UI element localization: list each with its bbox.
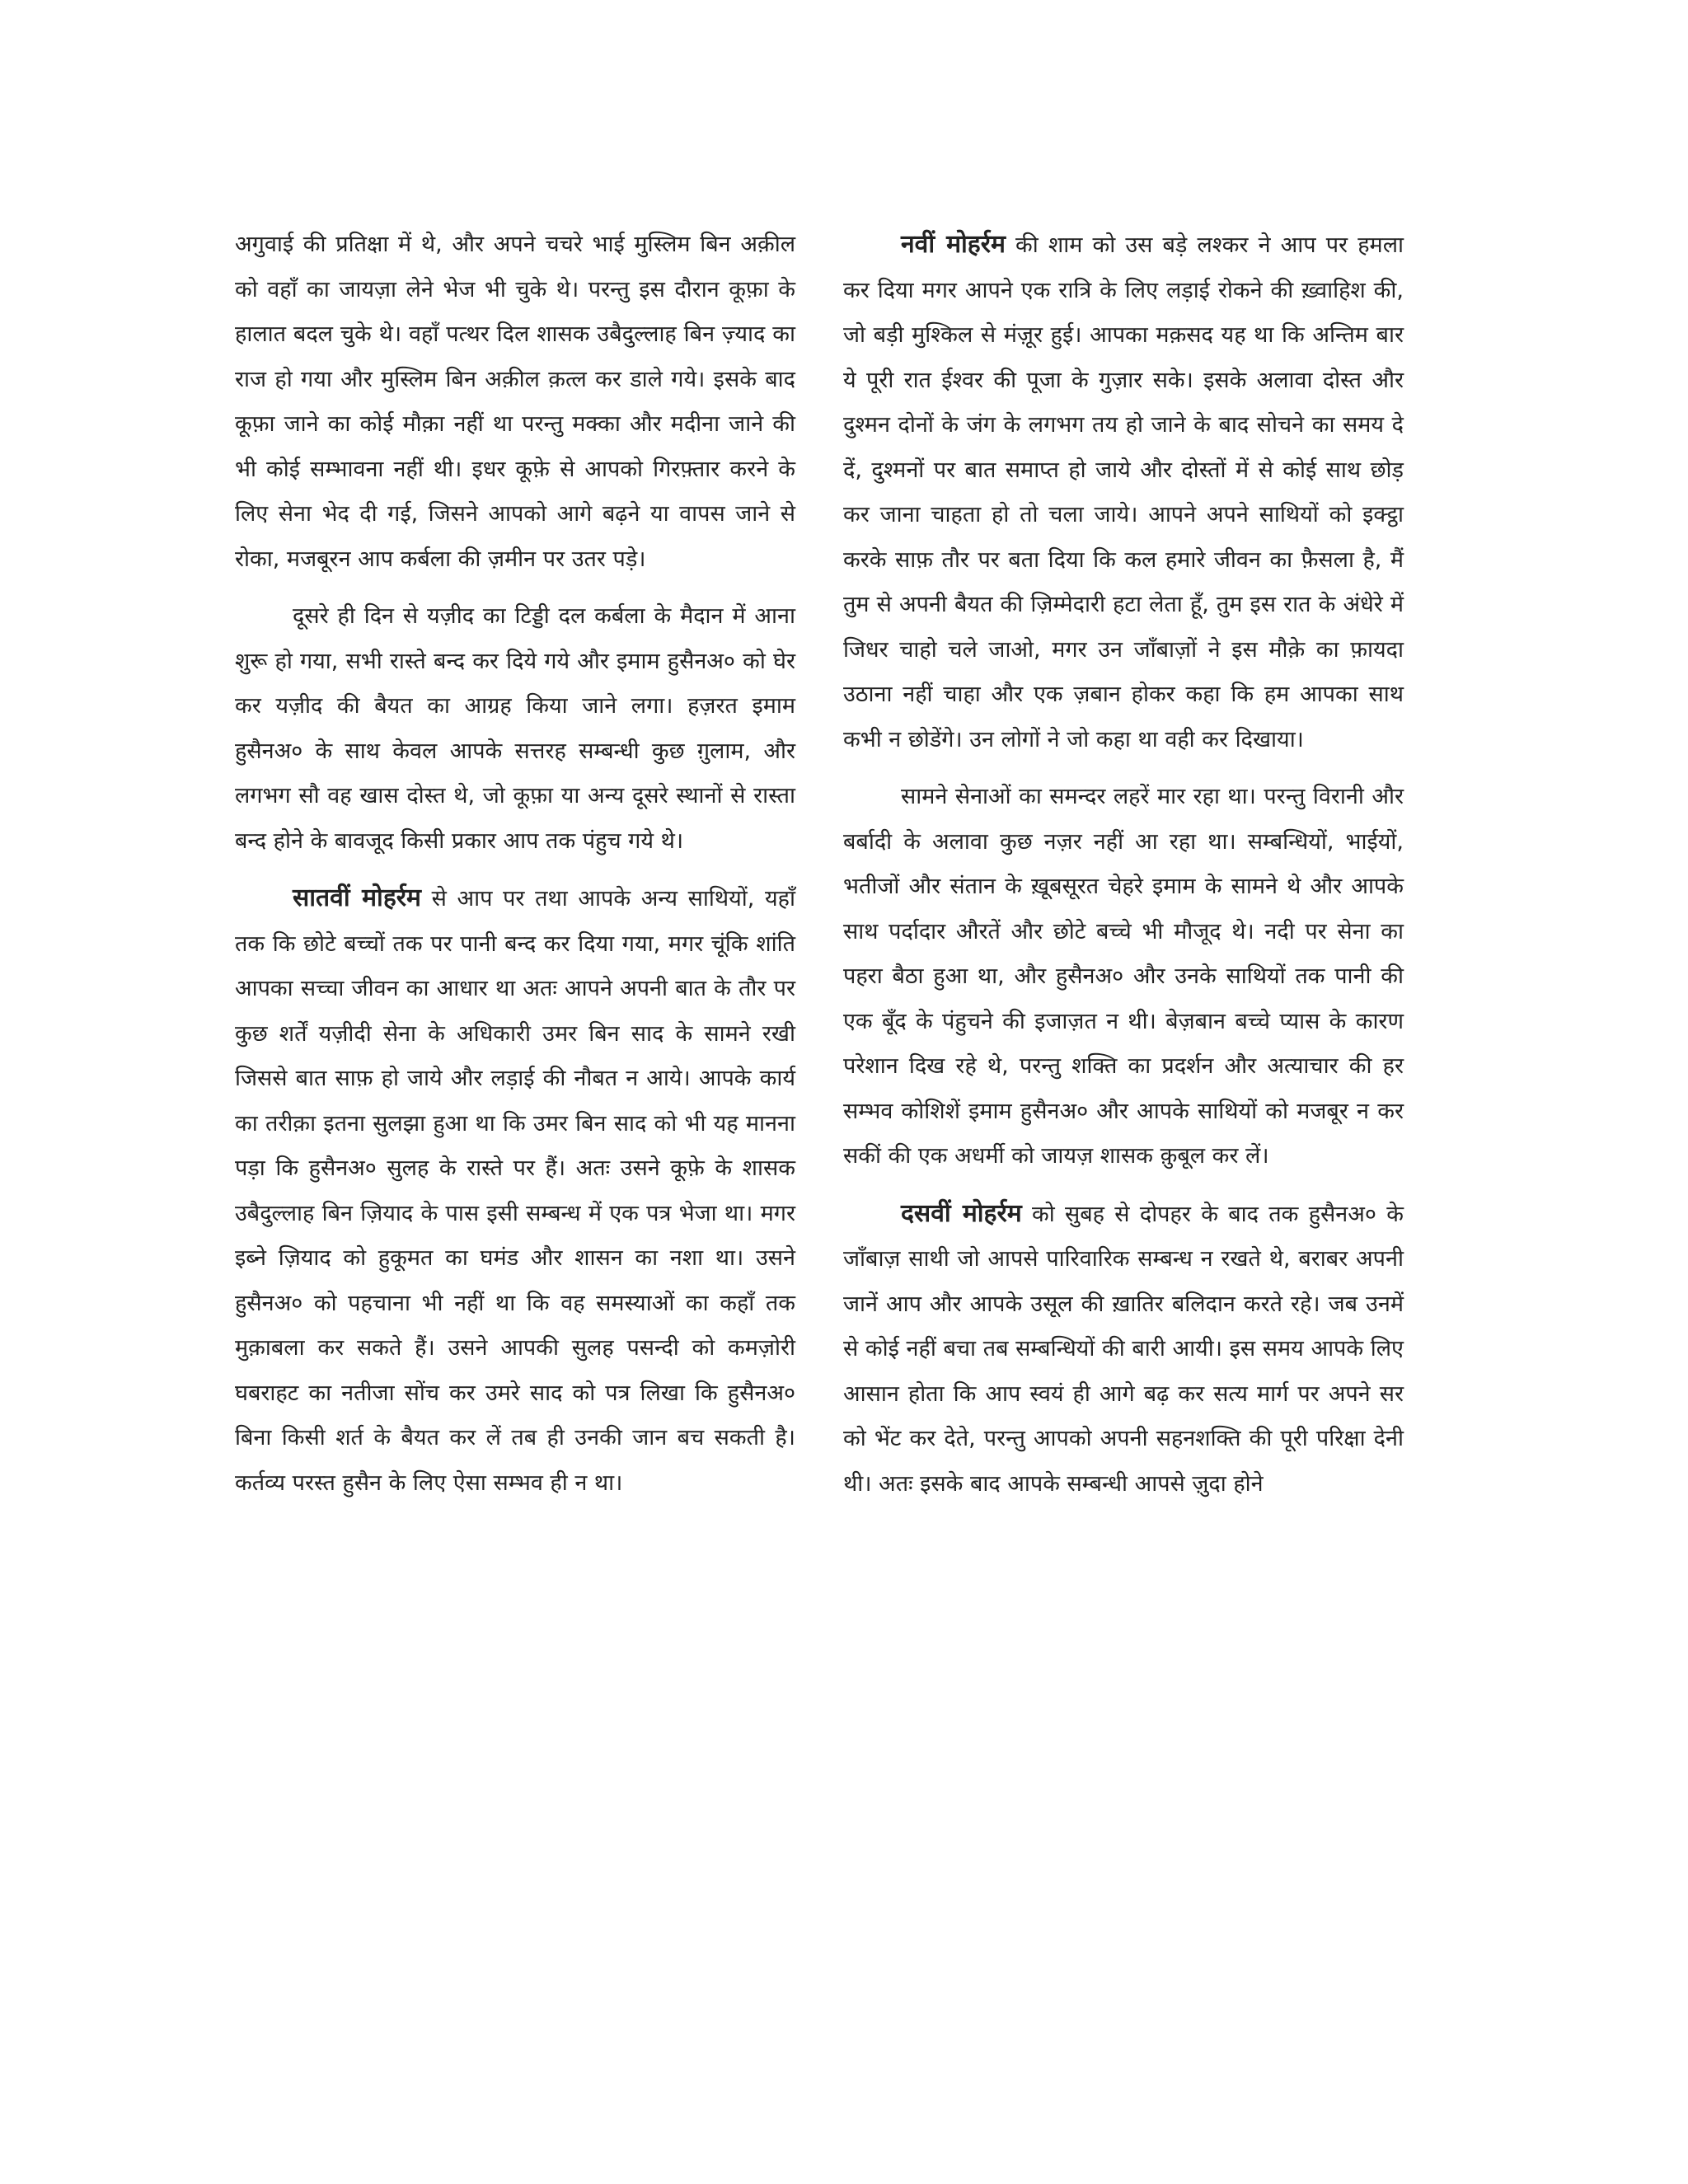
left-column: [235, 223, 795, 1518]
text-seventh-moharram: से आप पर तथा आपके अन्य साथियों, यहाँ तक कि छोटे बच्चों तक पर पानी बन्द कर दिया गया, मगर चूंकि शांति आपका सच्चा जीवन का आधार था अतः आपने अपनी बात के तौर पर कुछ शर्तें यज़ीदी सेना के अधिकारी उमर बिन साद के सामने रखी जिससे बात साफ़ हो जाये और लड़ाई की नौबत न आये। आपके कार्य का तरीक़ा इतना सुलझा हुआ था कि उमर बिन साद को भी यह मानना पड़ा कि हुसैनअ० सुलह के रास्ते पर हैं। अतः उसने कूफ़े के शासक उबैदुल्लाह बिन ज़ियाद के पास इसी सम्बन्ध में एक पत्र भेजा था। मगर इब्ने ज़ियाद को हुकूमत का घमंड और शासन का नशा था। उसने हुसैनअ० को पहचाना भी नहीं था कि वह समस्याओं का कहाँ तक मुक़ाबला कर सकते हैं। उसने आपकी सुलह पसन्दी को कमज़ोरी घबराहट का नतीजा सोंच कर उमरे साद को पत्र लिखा कि हुसैनअ० बिना किसी शर्त के बैयत कर लें तब ही उनकी जान बच सकती है। कर्तव्य परस्त हुसैन के लिए ऐसा सम्भव ही न था।: [235, 886, 795, 1496]
paragraph-ninth-moharram: [843, 223, 1404, 762]
right-column: [843, 223, 1404, 1507]
text-ninth-moharram: की शाम को उस बड़े लश्कर ने आप पर हमला कर दिया मगर आपने एक रात्रि के लिए लड़ाई रोकने की ख़्वाहिश की, जो बड़ी मुश्किल से मंज़ूर हुई। आपका मक़सद यह था कि अन्तिम बार ये पूरी रात ईश्वर की पूजा के गुज़ार सके। इसके अलावा दोस्त और दुश्मन दोनों के जंग के लगभग तय हो जाने के बाद सोचने का समय दे दें, दुश्मनों पर बात समाप्त हो जाये और दोस्तों में से कोई साथ छोड़ कर जाना चाहता हो तो चला जाये। आपने अपने साथियों को इक्ट्ठा करके साफ़ तौर पर बता दिया कि कल हमारे जीवन का फ़ैसला है, मैं तुम से अपनी बैयत की ज़िम्मेदारी हटा लेता हूँ, तुम इस रात के अंधेरे में जिधर चाहो चले जाओ, मगर उन जाँबाज़ों ने इस मौक़े का फ़ायदा उठाना नहीं चाहा और एक ज़बान होकर कहा कि हम आपका साथ कभी न छोडेंगे। उन लोगों ने जो कहा था वही कर दिखाया।: [843, 232, 1404, 752]
paragraph-tenth-moharram: [843, 1192, 1404, 1507]
heading-ninth-moharram: नवीं मोहर्रम: [901, 230, 1006, 259]
heading-tenth-moharram: दसवीं मोहर्रम: [901, 1198, 1022, 1228]
paragraph-seventh-moharram: [235, 876, 795, 1506]
text-tenth-moharram: को सुबह से दोपहर के बाद तक हुसैनअ० के जाँबाज़ साथी जो आपसे पारिवारिक सम्बन्ध न रखते थे, बराबर अपनी जानें आप और आपके उसूल की ख़ातिर बलिदान करते रहे। जब उनमें से कोई नहीं बचा तब सम्बन्धियों की बारी आयी। इस समय आपके लिए आसान होता कि आप स्वयं ही आगे बढ़ कर सत्य मार्ग पर अपने सर को भेंट कर देते, परन्तु आपको अपनी सहनशक्ति की पूरी परिक्षा देनी थी। अतः इसके बाद आपके सम्बन्धी आपसे ज़ुदा होने: [843, 1201, 1404, 1497]
heading-seventh-moharram: सातवीं मोहर्रम: [293, 883, 421, 912]
paragraph-kufa-situation: अगुवाई की प्रतिक्षा में थे, और अपने चचरे भाई मुस्लिम बिन अक़ील को वहाँ का जायज़ा लेने भेज भी चुके थे। परन्तु इस दौरान कूफ़ा के हालात बदल चुके थे। वहाँ पत्थर दिल शासक उबैदुल्लाह बिन ज़्याद का राज हो गया और मुस्लिम बिन अक़ील क़त्ल कर डाले गये। इसके बाद कूफ़ा जाने का कोई मौक़ा नहीं था परन्तु मक्का और मदीना जाने की भी कोई सम्भावना नहीं थी। इधर कूफ़े से आपको गिरफ़्तार करने के लिए सेना भेद दी गई, जिसने आपको आगे बढ़ने या वापस जाने से रोका, मजबूरन आप कर्बला की ज़मीन पर उतर पड़े।: [235, 232, 795, 572]
paragraph-army-sea: सामने सेनाओं का समन्दर लहरें मार रहा था। परन्तु विरानी और बर्बादी के अलावा कुछ नज़र नहीं आ रहा था। सम्बन्धियों, भाईयों, भतीजों और संतान के ख़ूबसूरत चेहरे इमाम के सामने थे और आपके साथ पर्दादार औरतें और छोटे बच्चे भी मौजूद थे। नदी पर सेना का पहरा बैठा हुआ था, और हुसैनअ० और उनके साथियों तक पानी की एक बूँद के पंहुचने की इजाज़त न थी। बेज़बान बच्चे प्यास के कारण परेशान दिख रहे थे, परन्तु शक्ति का प्रदर्शन और अत्याचार की हर सम्भव कोशिशें इमाम हुसैनअ० और आपके साथियों को मजबूर न कर सकीं की एक अधर्मी को जायज़ शासक क़ुबूल कर लें।: [843, 784, 1404, 1169]
paragraph-karbala-siege: दूसरे ही दिन से यज़ीद का टिड्डी दल कर्बला के मैदान में आना शुरू हो गया, सभी रास्ते बन्द कर दिये गये और इमाम हुसैनअ० को घेर कर यज़ीद की बैयत का आग्रह किया जाने लगा। हज़रत इमाम हुसैनअ० के साथ केवल आपके सत्तरह सम्बन्धी कुछ ग़ुलाम, और लगभग सौ वह खास दोस्त थे, जो कूफ़ा या अन्य दूसरे स्थानों से रास्ता बन्द होने के बावजूद किसी प्रकार आप तक पंहुच गये थे।: [235, 603, 795, 854]
